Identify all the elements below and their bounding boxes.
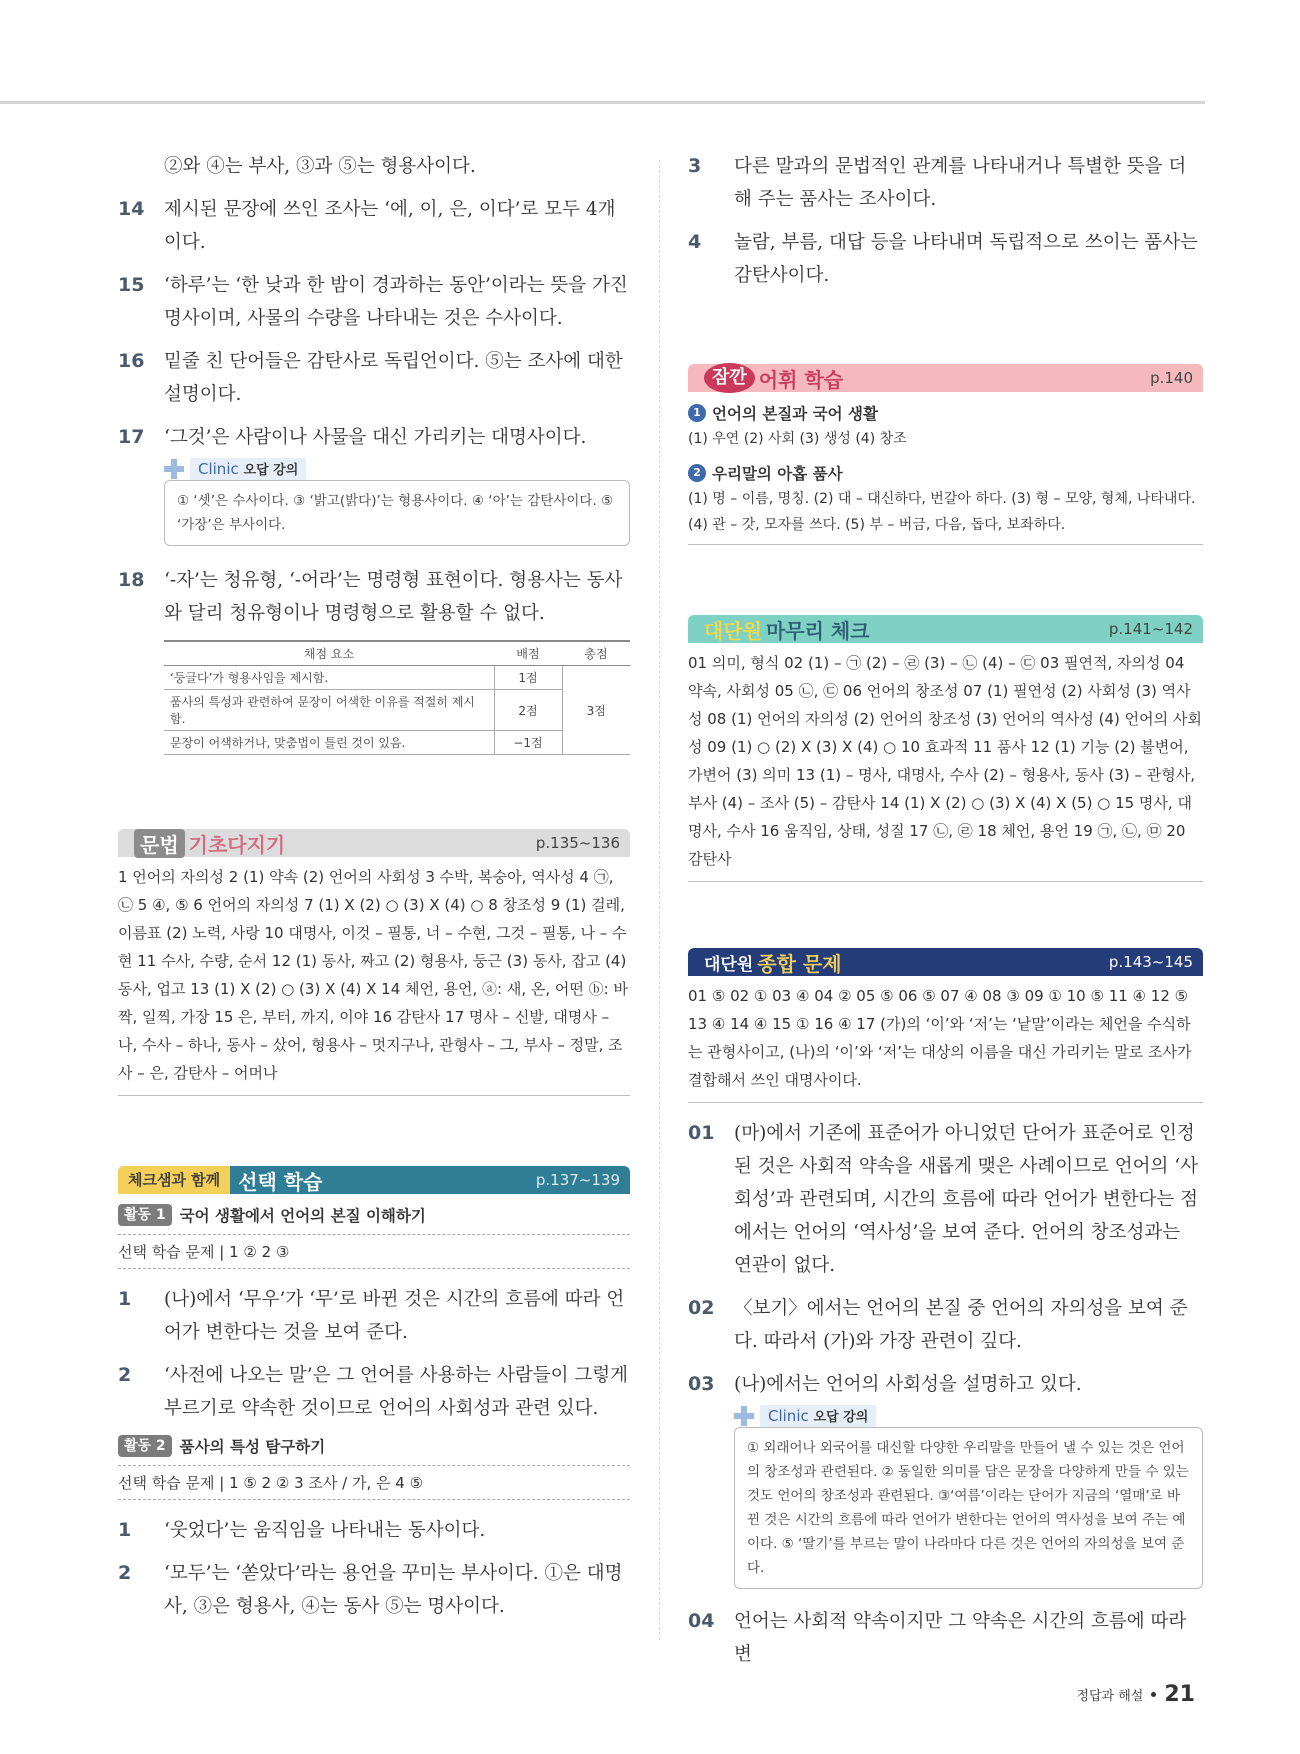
table-row: 품사의 특성과 관련하여 문장이 어색한 이유를 적절히 제시함. 2점	[164, 690, 630, 731]
answer-item-16: 16 밑줄 친 단어들은 감탄사로 독립언이다. ⑤는 조사에 대한 설명이다.	[118, 350, 623, 405]
vocab-sub1-answers: (1) 우연 (2) 사회 (3) 생성 (4) 창조	[688, 431, 907, 447]
grade-total: 3점	[562, 666, 630, 755]
answer-item-03: 03 (나)에서는 언어의 사회성을 설명하고 있다.	[688, 1373, 1082, 1395]
total-answers: 01 ⑤ 02 ① 03 ④ 04 ② 05 ⑤ 06 ⑤ 07 ④ 08 ③ 09 ① 10 ⑤ 11 ④ 12 ⑤ 13 ④ 14 ④ 15 ① 16 ④ 17 (가)의 ‘이’와 ‘저’는 ‘낱말’이라는 체언을 수식하는 관형사이고, (나)의 ‘이’와 ‘저’는 대상의 이름을 대신 가리키는 말로 조사가 결합해서 쓰인 대명사이다.	[688, 976, 1203, 1103]
vocab-sub1: 1 언어의 본질과 국어 생활	[688, 400, 1203, 426]
page-footer: 정답과 해설 21	[1076, 1682, 1195, 1707]
clinic-header	[164, 458, 630, 480]
vocab-sub2: 2 우리말의 아홉 품사	[688, 460, 1203, 486]
clinic-box: ① 외래어나 외국어를 대신할 다양한 우리말을 만들어 낼 수 있는 것은 언어의 창조성과 관련된다. ② 동일한 의미를 담은 문장을 다양하게 만들 수 있는 것도 언어의 창조성과 관련된다. ③‘여름’이라는 단어가 지금의 ‘열매’로 바뀐 것은 시간의 흐름에 따라 언어가 변한다는 언어의 역사성을 보여 주는 예이다. ⑤ ‘딸기’를 부르는 말이 나라마다 다른 것은 언어의 자의성을 보여 준다.	[734, 1427, 1203, 1589]
grade-header: 채점 요소	[164, 641, 494, 666]
grade-header: 배점	[494, 641, 562, 666]
section-bar-select: 체크샘과 함께 선택 학습 p.137~139	[118, 1166, 630, 1194]
column-divider	[659, 160, 660, 1640]
clinic-title: Clinic 오답 강의	[190, 458, 306, 480]
activity-2-header: 활동 2 품사의 특성 탐구하기	[118, 1435, 630, 1457]
answer-item-01: 01 (마)에서 기존에 표준어가 아니었던 단어가 표준어로 인정된 것은 사회적 약속을 새롭게 맺은 사례이므로 언어의 ‘사회성’과 관련되며, 시간의 흐름에 따라 언어가 변한다는 점에서는 언어의 ‘역사성’을 보여 준다. 언어의 창조성과는 연관이 없다.	[688, 1122, 1198, 1276]
check-answers: 01 의미, 형식 02 (1) – ㉠ (2) – ㉣ (3) – ㉡ (4) – ㉢ 03 필연적, 자의성 04 약속, 사회성 05 ㉡, ㉢ 06 언어의 창조성 07 (1) 필연성 (2) 사회성 (3) 역사성 08 (1) 언어의 자의성 (2) 언어의 창조성 (3) 언어의 역사성 (4) 언어의 사회성 09 (1) ○ (2) X (3) X (4) ○ 10 효과적 11 품사 12 (1) 기능 (2) 불변어, 가변어 (3) 의미 13 (1) – 명사, 대명사, 수사 (2) – 형용사, 동사 (3) – 관형사, 부사 (4) – 조사 (5) – 감탄사 14 (1) X (2) ○ (3) X (4) X (5) ○ 15 명사, 대명사, 수사 16 움직임, 상태, 성질 17 ㉡, ㉣ 18 체언, 용언 19 ㉠, ㉡, ㉤ 20 감탄사	[688, 643, 1203, 882]
activity-1-header: 활동 1 국어 생활에서 언어의 본질 이해하기	[118, 1204, 630, 1226]
clinic-box: ① ‘셋’은 수사이다. ③ ‘밝고(밝다)’는 형용사이다. ④ ‘아’는 감탄사이다. ⑤ ‘가장’은 부사이다.	[164, 480, 630, 546]
section-bar-total: 대단원 종합 문제 p.143~145	[688, 948, 1203, 976]
activity-1-answers: 선택 학습 문제 | 1 ② 2 ③	[118, 1234, 630, 1269]
activity-2-answers: 선택 학습 문제 | 1 ⑤ 2 ② 3 조사 / 가, 은 4 ⑤	[118, 1465, 630, 1500]
answer-item-14: 14 제시된 문장에 쓰인 조사는 ‘에, 이, 은, 이다’로 모두 4개이다.	[118, 198, 616, 253]
table-row: 문장이 어색하거나, 맞춤법이 틀린 것이 있음. −1점	[164, 731, 630, 755]
left-column	[118, 150, 630, 1633]
answer-item-02: 02 〈보기〉에서는 언어의 본질 중 언어의 자의성을 보여 준다. 따라서 (가)와 가장 관련이 깊다.	[688, 1297, 1188, 1352]
top-rule	[0, 101, 1205, 104]
grade-header: 총점	[562, 641, 630, 666]
activity-1-item: 2 ‘사전에 나오는 말’은 그 언어를 사용하는 사람들이 그렇게 부르기로 약속한 것이므로 언어의 사회성과 관련 있다.	[118, 1364, 628, 1419]
vocab-sub2-answers: (1) 명 – 이름, 명칭. (2) 대 – 대신하다, 번갈아 하다. (3) 형 – 모양, 형체, 나타내다. (4) 관 – 갓, 모자를 쓰다. (5) 부 – 버금, 다음, 돕다, 보좌하다.	[688, 486, 1203, 545]
grading-table	[164, 640, 630, 755]
table-row: ‘둥글다’가 형용사임을 제시함. 1점 3점	[164, 666, 630, 690]
clinic-header	[734, 1405, 1203, 1427]
answer-item-04: 04 언어는 사회적 약속이지만 그 약속은 시간의 흐름에 따라 변	[688, 1610, 1187, 1665]
right-column	[688, 150, 1203, 1681]
activity-2-item: 1 ‘웃었다’는 움직임을 나타내는 동사이다.	[118, 1519, 486, 1541]
answer-item-3: 3 다른 말과의 문법적인 관계를 나타내거나 특별한 뜻을 더해 주는 품사는 조사이다.	[688, 155, 1187, 210]
answer-item: ②와 ④는 부사, ③과 ⑤는 형용사이다.	[164, 156, 476, 177]
section-bar-basics: 문법 기초다지기 p.135~136	[118, 829, 630, 857]
section-bar-vocab: 잠깐 어휘 학습 p.140	[688, 364, 1203, 392]
answer-item-17: 17 ‘그것’은 사람이나 사물을 대신 가리키는 대명사이다.	[118, 426, 587, 448]
clinic-title: Clinic 오답 강의	[760, 1405, 876, 1427]
section-bar-check: 대단원 마무리 체크 p.141~142	[688, 615, 1203, 643]
basics-answers: 1 언어의 자의성 2 (1) 약속 (2) 언어의 사회성 3 수박, 복숭아, 역사성 4 ㉠, ㉡ 5 ④, ⑤ 6 언어의 자의성 7 (1) X (2) ○ (3) X (4) ○ 8 창조성 9 (1) 걸레, 이름표 (2) 노력, 사랑 10 대명사, 이것 – 필통, 너 – 수현, 그것 – 필통, 나 – 수현 11 수사, 수량, 순서 12 (1) 동사, 짜고 (2) 형용사, 둥근 (3) 동사, 잡고 (4) 동사, 업고 13 (1) X (2) ○ (3) X (4) X 14 체언, 용언, ⓐ: 새, 온, 어떤 ⓑ: 바짝, 일찍, 가장 15 은, 부터, 까지, 이야 16 감탄사 17 명사 – 신발, 대명사 – 나, 수사 – 하나, 동사 – 샀어, 형용사 – 멋지구나, 관형사 – 그, 부사 – 정말, 조사 – 은, 감탄사 – 어머나	[118, 857, 630, 1096]
activity-1-item: 1 (나)에서 ‘무우’가 ‘무’로 바뀐 것은 시간의 흐름에 따라 언어가 변한다는 것을 보여 준다.	[118, 1288, 625, 1343]
plus-icon	[734, 1406, 754, 1426]
bullet-icon	[1151, 1692, 1156, 1697]
answer-item-4: 4 놀람, 부름, 대답 등을 나타내며 독립적으로 쓰이는 품사는 감탄사이다.	[688, 231, 1198, 286]
answer-item-18: 18 ‘-자’는 청유형, ‘-어라’는 명령형 표현이다. 형용사는 동사와 달리 청유형이나 명령형으로 활용할 수 없다.	[118, 569, 623, 624]
plus-icon	[164, 459, 184, 479]
page-number: 21	[1164, 1682, 1195, 1707]
answer-item-15: 15 ‘하루’는 ‘한 낮과 한 밤이 경과하는 동안’이라는 뜻을 가진 명사이며, 사물의 수량을 나타내는 것은 수사이다.	[118, 274, 628, 329]
activity-2-item: 2 ‘모두’는 ‘쏟았다’라는 용언을 꾸미는 부사이다. ①은 대명사, ③은 형용사, ④는 동사 ⑤는 명사이다.	[118, 1562, 623, 1617]
